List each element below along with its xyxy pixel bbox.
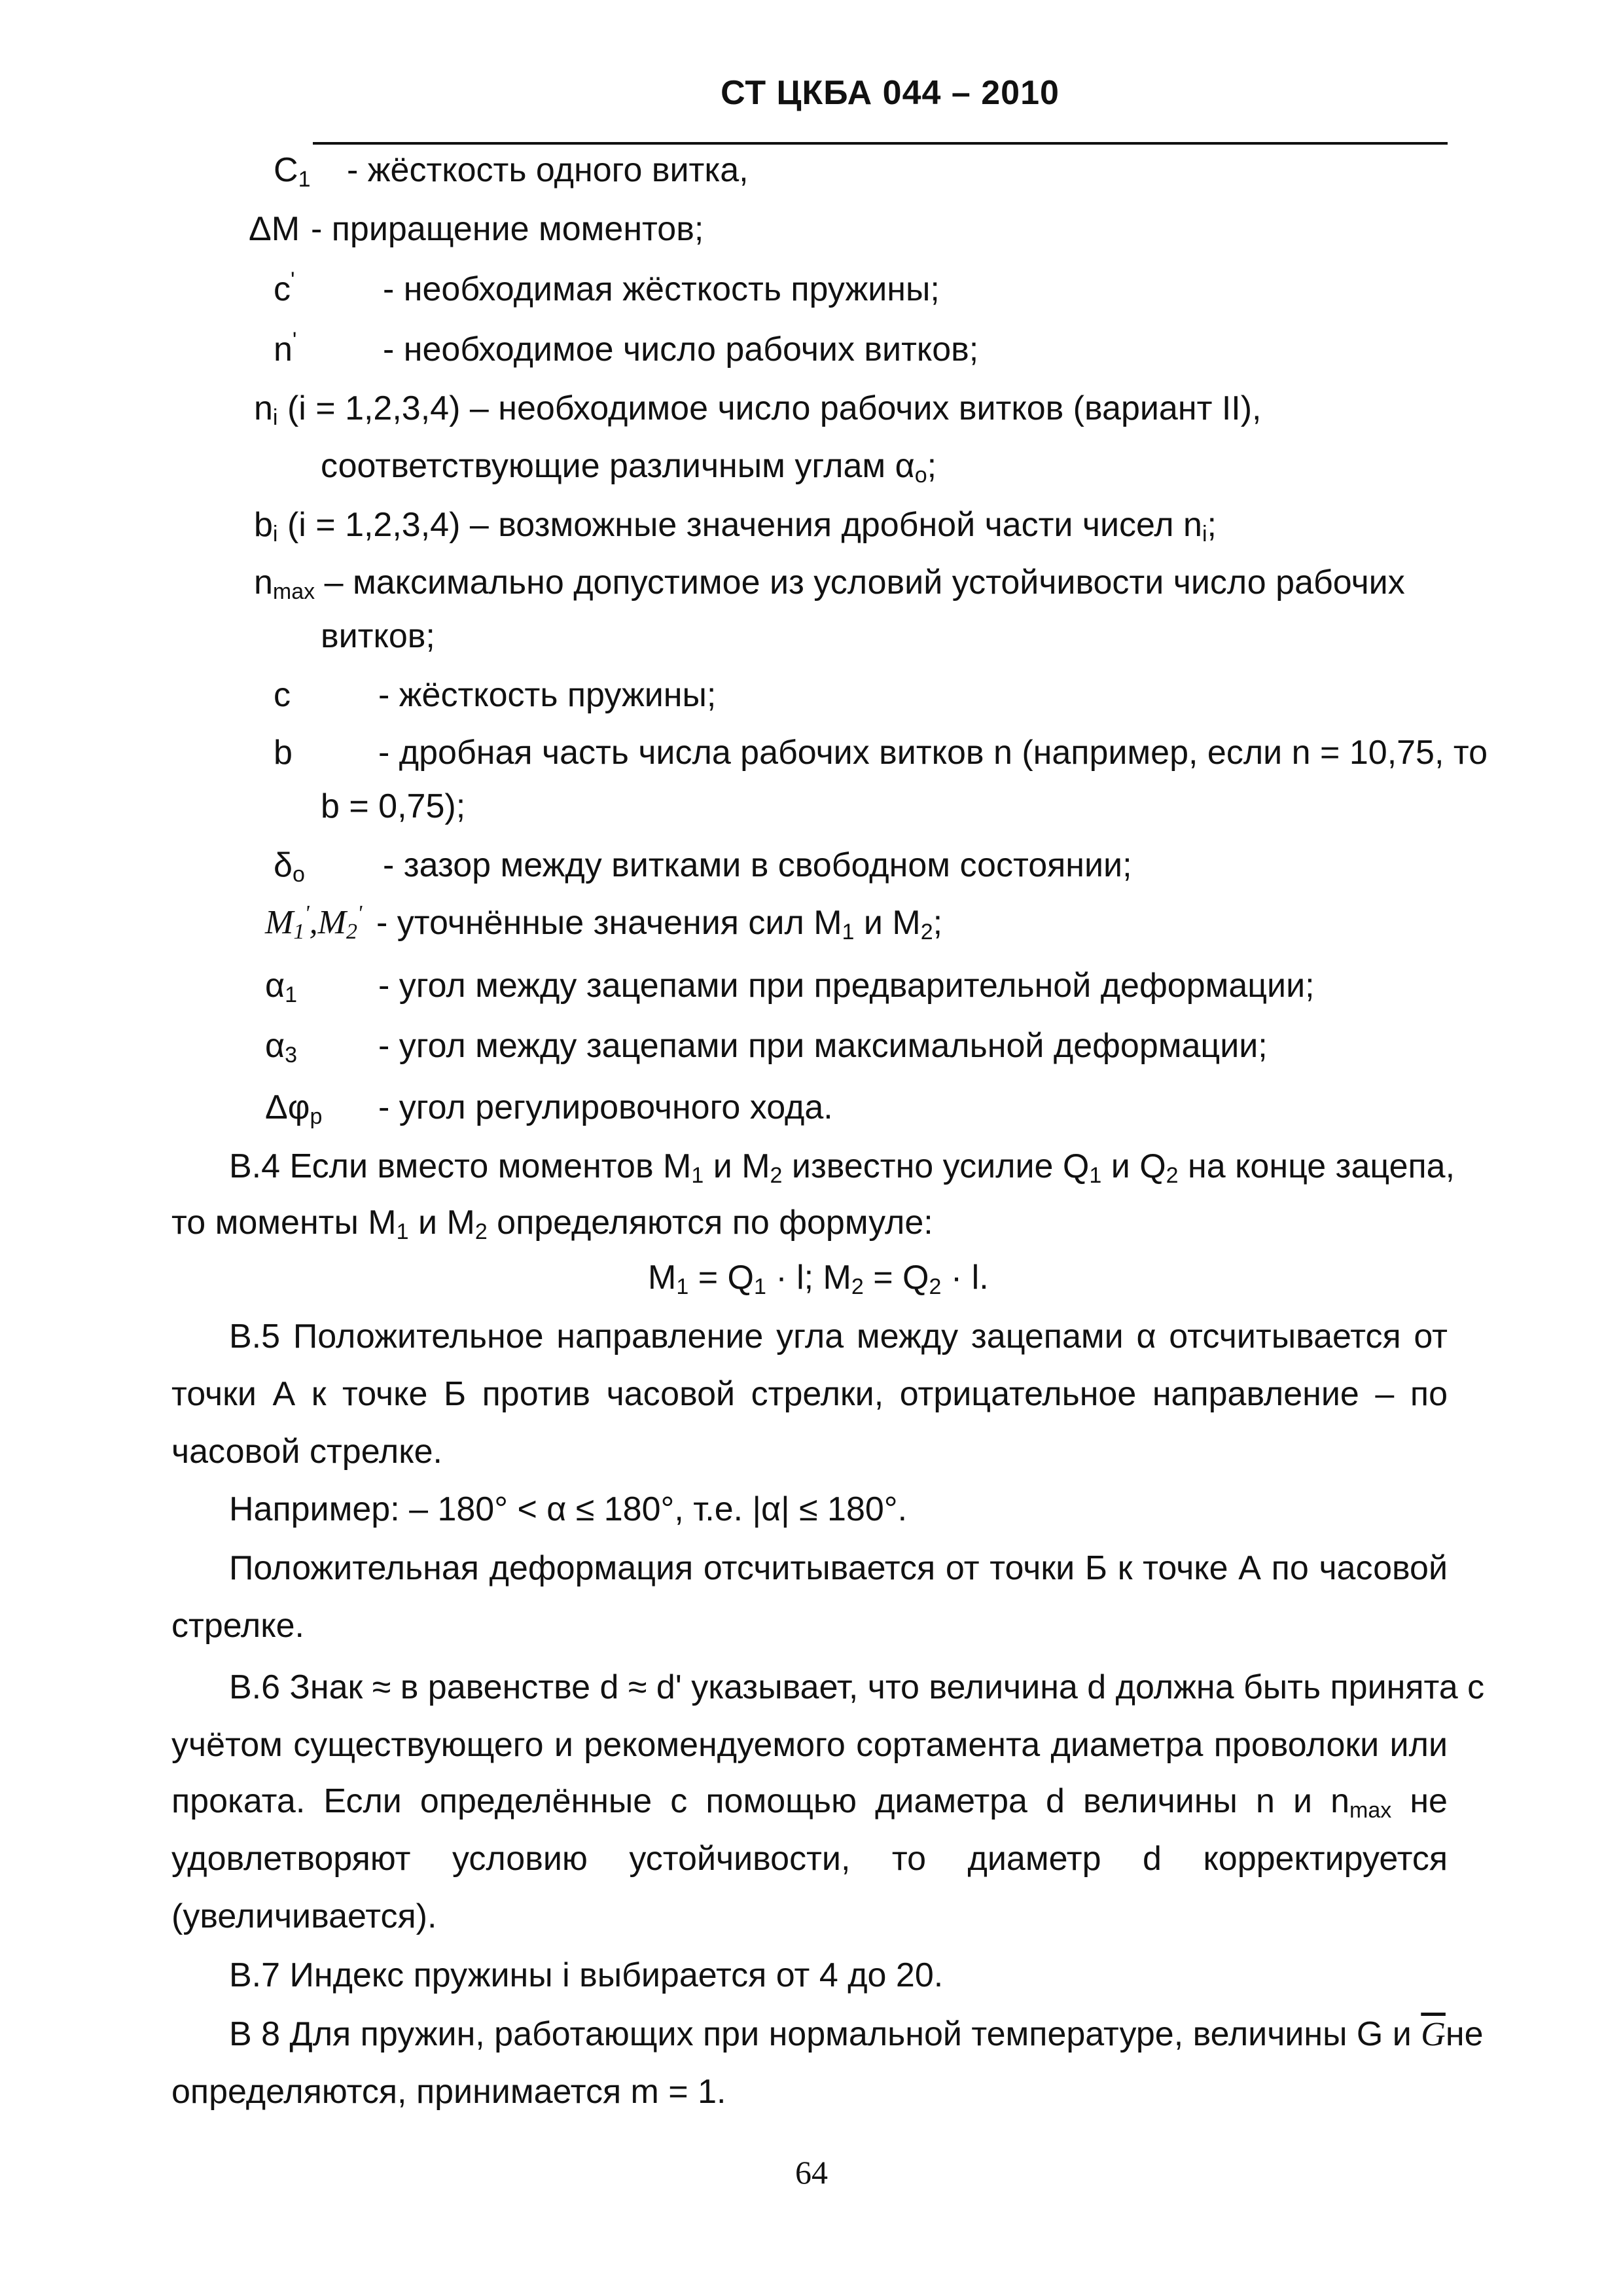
symbol-delta-phi: $\Delta\varphi_р$ [265, 1088, 323, 1129]
page-number: 64 [795, 2154, 828, 2191]
definition-ni: $n_i$ (i = 1,2,3,4) – необходимое число рабочих витков (вариант II), [254, 389, 1262, 430]
definition-b-cont: b = 0,75); [321, 787, 466, 825]
definition-text: - жёсткость пружины; [378, 676, 717, 714]
definition-text: - угол регулировочного хода. [378, 1088, 833, 1126]
paragraph-b8-line1: В 8 Для пружин, работающих при нормальной температуре, величины G и $\overline{G}не$ [229, 2015, 1484, 2053]
paragraph-b7: В.7 Индекс пружины i выбирается от 4 до 20. [229, 1956, 944, 1994]
paragraph-b4-line1: В.4 Если вместо моментов $M_1$ и $M_2$ известно усилие $Q_1$ и $Q_2$ на конце зацепа, [229, 1147, 1455, 1188]
paragraph-b5-line2: точки А к точке Б против часовой стрелки, отрицательное направление – по [171, 1375, 1448, 1413]
symbol-b: b [274, 734, 293, 772]
definition-text: - угол между зацепами при максимальной деформации; [378, 1027, 1268, 1065]
header-rule [313, 142, 1448, 145]
definition-nmax-cont: витков; [321, 617, 435, 655]
symbol-c: c [274, 676, 291, 714]
paragraph-b5-positive-line1: Положительная деформация отсчитывается от точки Б к точке А по часовой [229, 1549, 1448, 1587]
symbol-delta-m: ΔM [249, 210, 300, 248]
definition-text: - жёсткость одного витка, [347, 151, 749, 189]
symbol-n-prime: n' [274, 328, 297, 368]
definition-text: - дробная часть числа рабочих витков n (например, если n = 10,75, то [378, 734, 1488, 772]
definition-text: - приращение моментов; [311, 210, 704, 248]
document-header: СТ ЦКБА 044 – 2010 [721, 74, 1060, 112]
paragraph-b6-line2: учётом существующего и рекомендуемого сортамента диаметра проволоки или [171, 1726, 1448, 1764]
paragraph-b6-line4: удовлетворяют условию устойчивости, то диаметр d корректируется [171, 1840, 1448, 1878]
symbol-c1: $C_1$ [274, 151, 311, 192]
definition-text: - необходимая жёсткость пружины; [383, 270, 940, 308]
paragraph-b8-line2: определяются, принимается m = 1. [171, 2073, 726, 2111]
paragraph-b6-line3: проката. Если определённые с помощью диаметра d величины n и $n_{max}$ не [171, 1782, 1448, 1823]
symbol-alpha3: $\alpha_3$ [265, 1027, 297, 1067]
paragraph-b4-line2: то моменты $M_1$ и $M_2$ определяются по формуле: [171, 1204, 933, 1244]
paragraph-b6-line1: В.6 Знак ≈ в равенстве d ≈ d' указывает, что величина d должна быть принята с [229, 1668, 1485, 1706]
definition-text: - угол между зацепами при предварительной деформации; [378, 967, 1315, 1005]
symbol-alpha1: $\alpha_1$ [265, 967, 297, 1007]
definition-text: - необходимое число рабочих витков; [383, 331, 979, 368]
definition-text: - зазор между витками в свободном состоянии; [383, 846, 1132, 884]
symbol-c-prime: c' [274, 268, 295, 308]
definition-bi: $b_i$ (i = 1,2,3,4) – возможные значения дробной части чисел $n_i$; [254, 506, 1217, 547]
symbol-m-prime: $M_1',M_2'$ [265, 901, 363, 944]
symbol-delta0: $\delta_о$ [274, 846, 305, 887]
paragraph-b5-line1: В.5 Положительное направление угла между зацепами α отсчитывается от [229, 1318, 1448, 1355]
paragraph-b5-positive-line2: стрелке. [171, 1607, 304, 1645]
formula-moments: $M_1 = Q_1 \cdot l$; $M_2 = Q_2 \cdot l$. [648, 1259, 989, 1299]
paragraph-b5-example: Например: – 180° < α ≤ 180°, т.е. |α| ≤ 180°. [229, 1490, 908, 1528]
paragraph-b5-line3: часовой стрелке. [171, 1433, 442, 1471]
paragraph-b6-line5: (увеличивается). [171, 1897, 437, 1935]
definition-text: - уточнённые значения сил $M_1$ и $M_2$; [376, 904, 943, 944]
definition-nmax: $n_{max}$ – максимально допустимое из условий устойчивости число рабочих [254, 564, 1405, 604]
definition-ni-cont: соответствующие различным углам $\alpha_о$; [321, 447, 937, 488]
